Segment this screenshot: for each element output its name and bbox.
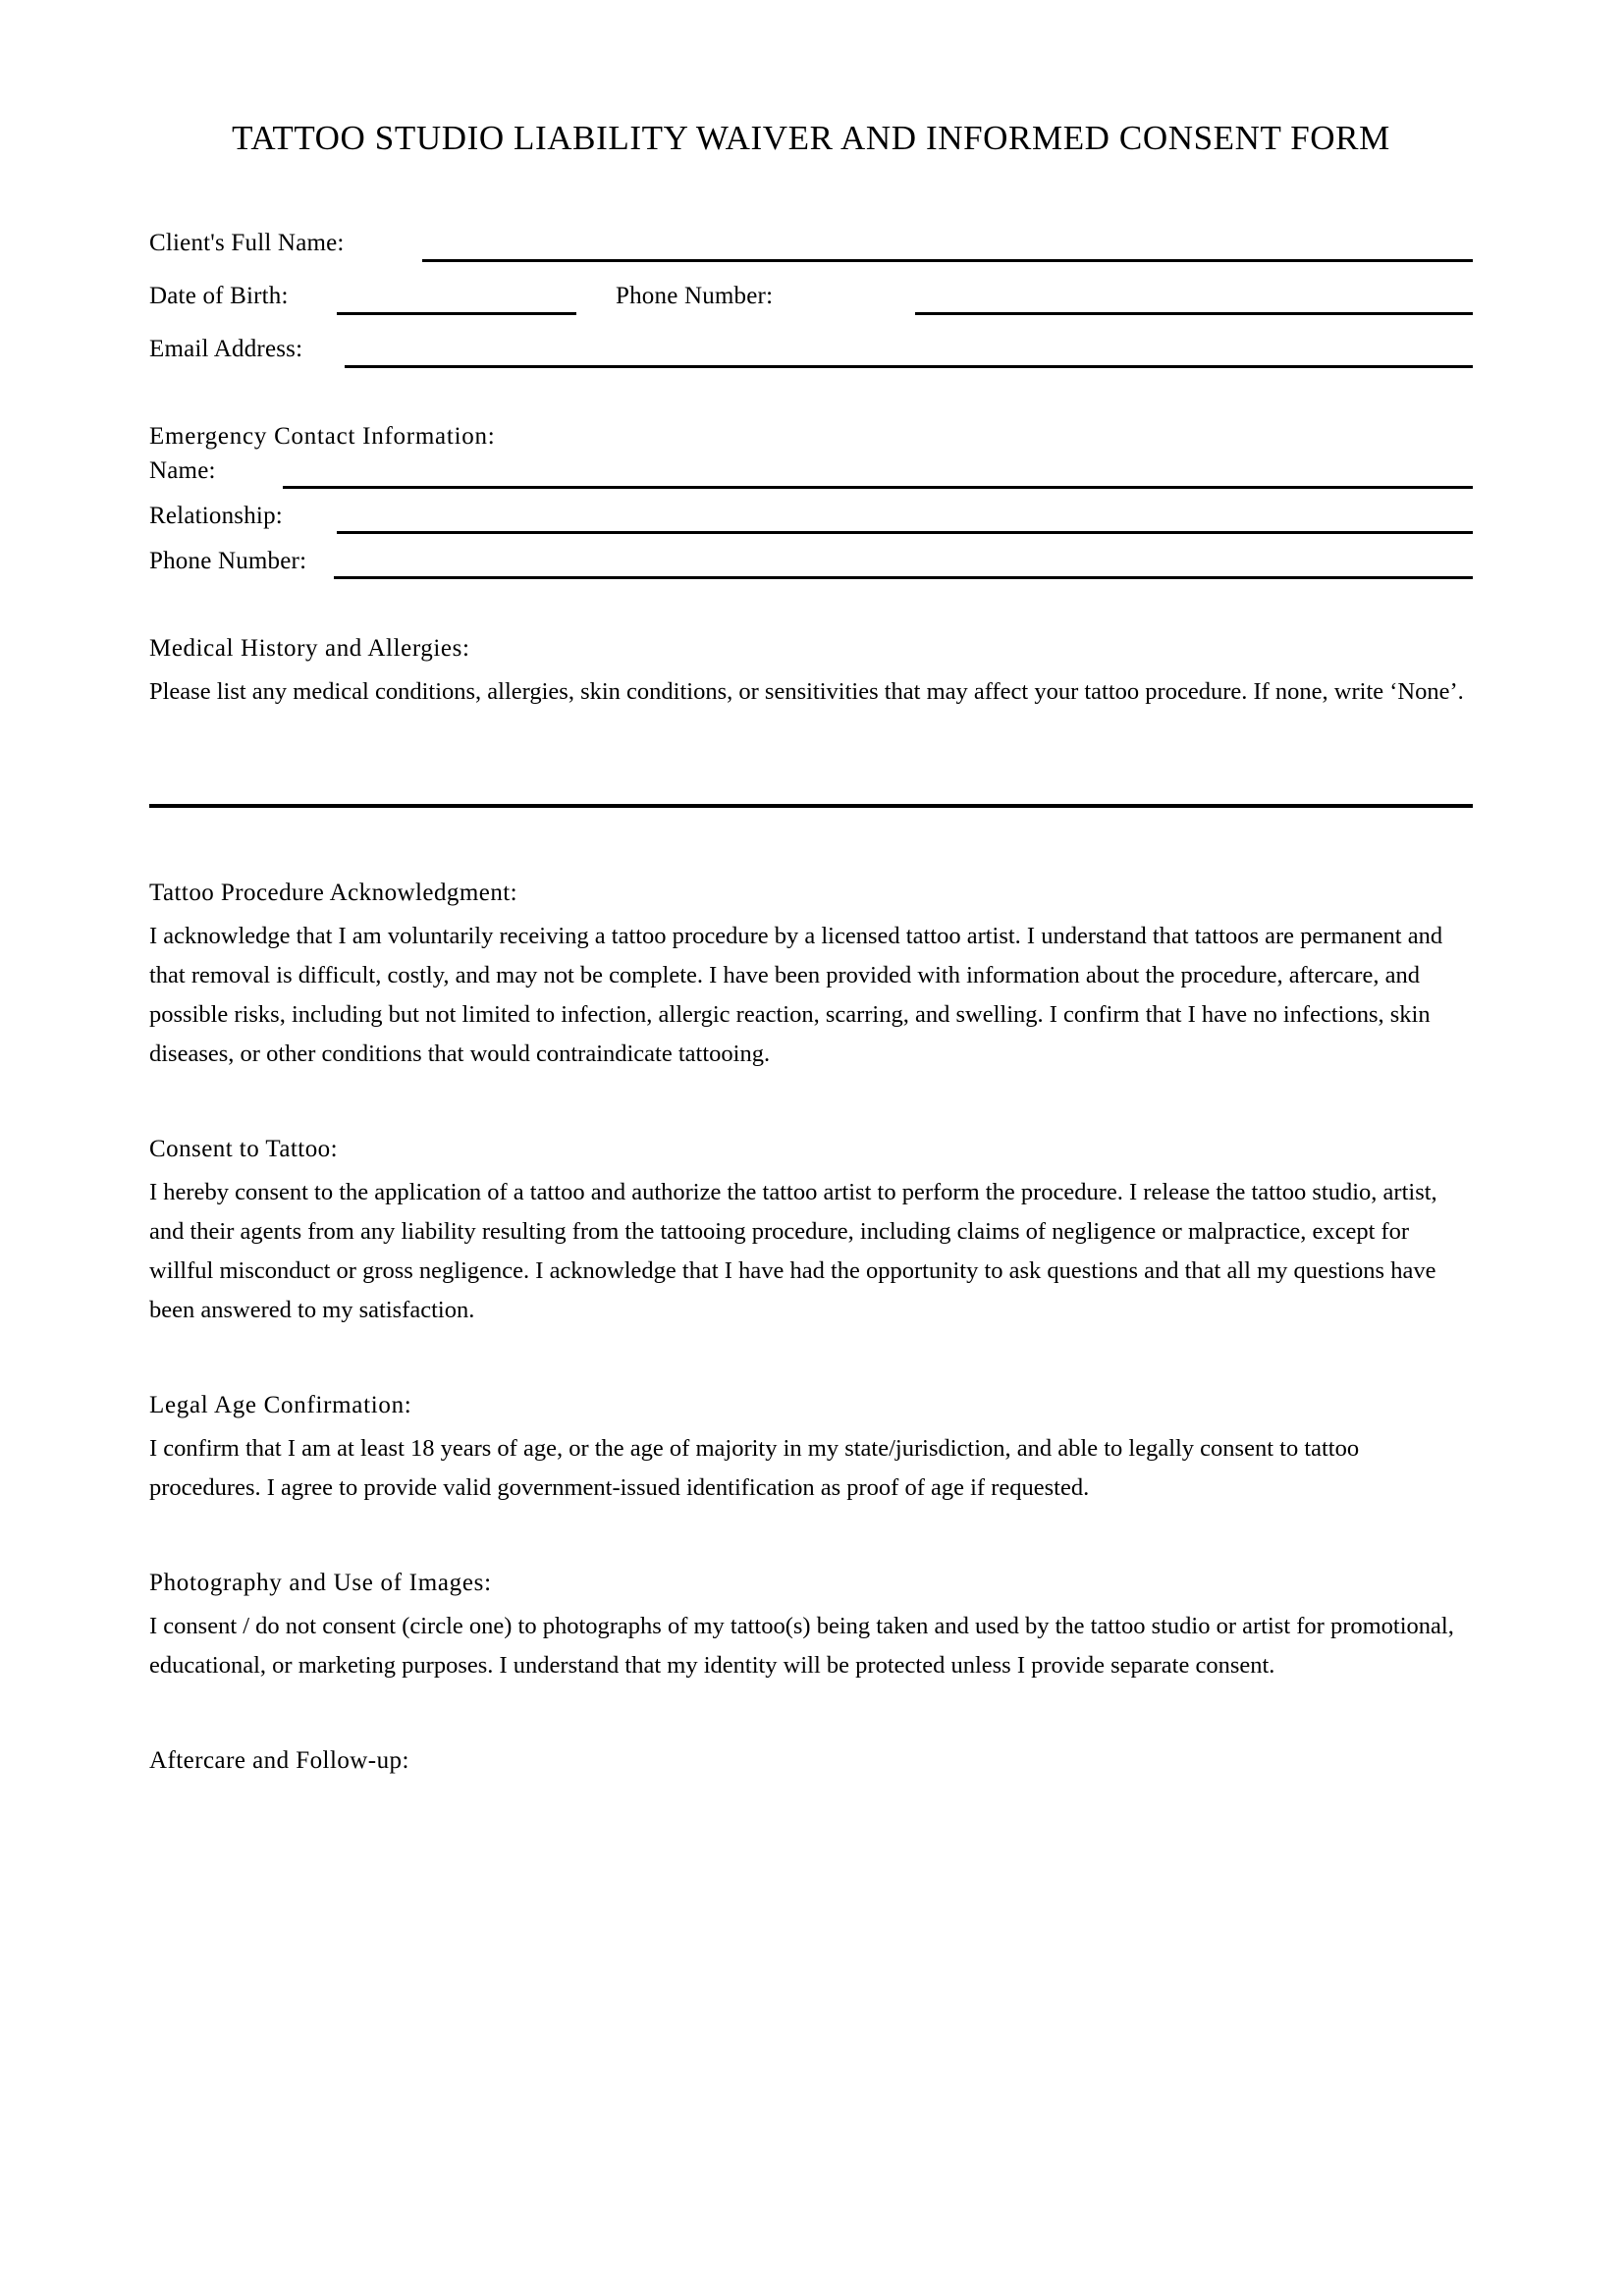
section-body: I acknowledge that I am voluntarily receiving a tattoo procedure by a licensed tattoo artist. I understand that tattoos are permanent and that removal is difficult, costly, and may not be complete. I have been provided with information about the procedure, aftercare, and possible risks, including but not limited to infection, allergic reaction, scarring, and swelling. I confirm that I have no infections, skin diseases, or other conditions that would contraindicate tattooing. xyxy=(149,923,1443,1067)
medical-history-answer-area[interactable] xyxy=(149,712,1473,804)
field-row-emergency-name xyxy=(149,455,1473,501)
section-body: I consent / do not consent (circle one) to photographs of my tattoo(s) being taken and used by the tattoo studio or artist for promotional, educational, or marketing purposes. I understand that my identity will be protected unless I provide separate consent. xyxy=(149,1613,1454,1679)
section-consent-to-tattoo xyxy=(149,1135,1473,1330)
client-full-name-label: Client's Full Name: xyxy=(149,230,345,256)
document-content xyxy=(149,0,1473,1785)
medical-history-heading: Medical History and Allergies: xyxy=(149,635,470,662)
field-row-date-of-birth xyxy=(149,281,1473,334)
emergency-contact-phone-input-rule[interactable] xyxy=(334,576,1473,579)
section-heading: Legal Age Confirmation: xyxy=(149,1392,412,1418)
section-body: I confirm that I am at least 18 years of age, or the age of majority in my state/jurisdiction, and able to legally consent to tattoo procedures. I agree to provide valid government-issued identification as proof of age if requested. xyxy=(149,1435,1360,1501)
section-heading: Aftercare and Follow-up: xyxy=(149,1747,409,1774)
emergency-contact-phone-label: Phone Number: xyxy=(149,548,307,574)
email-address-label: Email Address: xyxy=(149,336,303,362)
field-row-client-full-name xyxy=(149,228,1473,281)
email-address-input-rule[interactable] xyxy=(345,365,1473,368)
section-heading: Consent to Tattoo: xyxy=(149,1136,338,1162)
date-of-birth-input-rule[interactable] xyxy=(337,312,576,315)
emergency-contact-name-input-rule[interactable] xyxy=(283,486,1473,489)
client-information-block xyxy=(149,228,1473,387)
medical-history-instruction: Please list any medical conditions, allergies, skin conditions, or sensitivities that may affect your tattoo procedure. If none, write ‘None’. xyxy=(149,678,1464,705)
section-body: I hereby consent to the application of a tattoo and authorize the tattoo artist to perform the procedure. I release the tattoo studio, artist, and their agents from any liability resulting from the tattooing procedure, including claims of negligence or malpractice, except for willful misconduct or gross negligence. I acknowledge that I have had the opportunity to ask questions and that all my questions have been answered to my satisfaction. xyxy=(149,1179,1437,1323)
section-photography-and-use-of-images xyxy=(149,1569,1473,1685)
emergency-contact-block xyxy=(149,422,1473,591)
phone-number-input-rule[interactable] xyxy=(915,312,1473,315)
section-heading: Photography and Use of Images: xyxy=(149,1570,492,1596)
section-tattoo-procedure-acknowledgment xyxy=(149,879,1473,1074)
date-of-birth-label: Date of Birth: xyxy=(149,283,289,309)
section-heading: Tattoo Procedure Acknowledgment: xyxy=(149,880,518,906)
emergency-contact-relationship-label: Relationship: xyxy=(149,503,283,529)
field-row-email-address xyxy=(149,334,1473,387)
section-legal-age-confirmation xyxy=(149,1391,1473,1508)
emergency-contact-heading: Emergency Contact Information: xyxy=(149,423,496,450)
medical-history-answer-rule[interactable] xyxy=(149,804,1473,808)
section-aftercare-and-follow-up xyxy=(149,1746,1473,1776)
emergency-contact-relationship-input-rule[interactable] xyxy=(337,531,1473,534)
field-row-emergency-phone xyxy=(149,546,1473,591)
phone-number-label: Phone Number: xyxy=(616,283,774,309)
client-full-name-input-rule[interactable] xyxy=(422,259,1473,262)
medical-history-block xyxy=(149,634,1473,808)
page-title: TATTOO STUDIO LIABILITY WAIVER AND INFORMED CONSENT FORM xyxy=(232,119,1390,157)
field-row-emergency-relationship xyxy=(149,501,1473,546)
emergency-contact-name-label: Name: xyxy=(149,457,216,484)
